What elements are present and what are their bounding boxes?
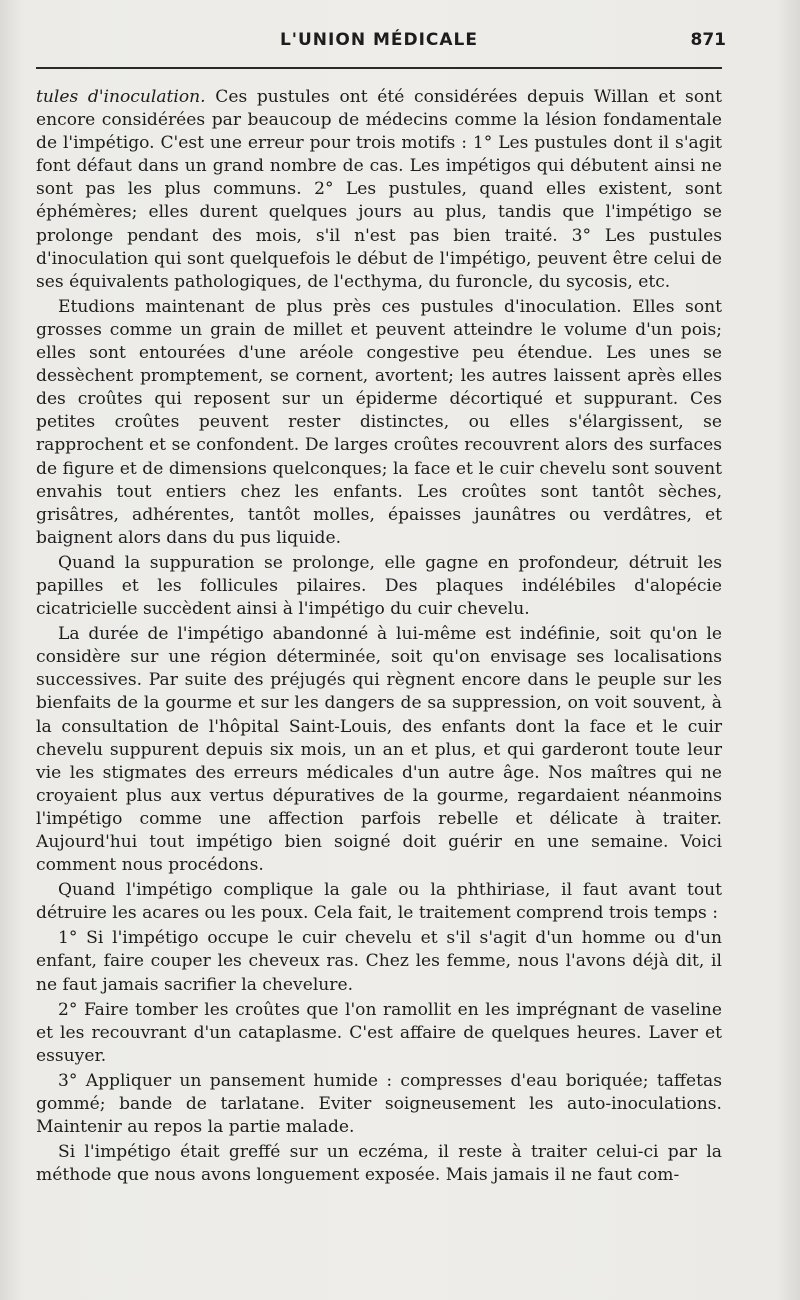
- paragraph-7: 2° Faire tomber les croûtes que l'on ramollit en les imprégnant de vaseline et les recouvrant d'un cataplasme. C'est affaire de quelques heures. Laver et essuyer.: [36, 999, 722, 1066]
- paragraph-1: [36, 86, 722, 294]
- paragraph-3: Quand la suppuration se prolonge, elle gagne en profondeur, détruit les papilles et les follicules pilaires. Des plaques indélébiles d'alopécie cicatricielle succèdent ainsi à l'impétigo du cuir chevelu.: [36, 552, 722, 620]
- paragraph-1-lead: tules d'inoculation.: [36, 87, 206, 107]
- page-header: [36, 30, 726, 60]
- paragraph-6: 1° Si l'impétigo occupe le cuir chevelu et s'il s'agit d'un homme ou d'un enfant, faire couper les cheveux ras. Chez les femme, nous l'avons déjà dit, il ne faut jamais sacrifier la chevelure.: [36, 928, 722, 995]
- paragraph-4: La durée de l'impétigo abandonné à lui-même est indéfinie, soit qu'on le considère sur une région déterminée, soit qu'on envisage ses localisations successives. Par suite des préjugés qui règnent encore dans le peuple sur les bienfaits de la gourme et sur les dangers de sa suppression, on voit souvent, à la consultation de l'hôpital Saint-Louis, des enfants dont la face et le cuir chevelu suppurent depuis six mois, un an et plus, et qui garderont toute leur vie les stigmates des erreurs médicales d'un autre âge. Nos maîtres qui ne croyaient plus aux vertus dépuratives de la gourme, regardaient néanmoins l'impétigo comme une affection parfois rebelle et délicate à traiter. Aujourd'hui tout impétigo bien soigné doit guérir en une semaine. Voici comment nous procédons.: [36, 624, 722, 876]
- paragraph-8: 3° Appliquer un pansement humide : compresses d'eau boriquée; taffetas gommé; bande de tarlatane. Eviter soigneusement les auto-inoculations. Maintenir au repos la partie malade.: [36, 1070, 722, 1138]
- header-rule: [36, 67, 722, 69]
- paragraph-2: Etudions maintenant de plus près ces pustules d'inoculation. Elles sont grosses comme un grain de millet et peuvent atteindre le volume d'un pois; elles sont entourées d'une aréole congestive peu étendue. Les unes se dessèchent promptement, se cornent, avortent; les autres laissent après elles des croûtes qui reposent sur un épiderme décortiqué et suppurant. Ces petites croûtes peuvent rester distinctes, ou elles s'élargissent, se rapprochent et se confondent. De larges croûtes recouvrent alors des surfaces de figure et de dimensions quelconques; la face et le cuir chevelu sont souvent envahis tout entiers chez les enfants. Les croûtes sont tantôt sèches, grisâtres, adhérentes, tantôt molles, épaisses jaunâtres ou verdâtres, et baignent alors dans du pus liquide.: [36, 296, 722, 548]
- page-number: 871: [690, 30, 726, 50]
- body-text: [36, 86, 722, 1187]
- paragraph-1-text: Ces pustules ont été considérées depuis Willan et sont encore considérées par beaucoup de médecins comme la lésion fondamentale de l'impétigo. C'est une erreur pour trois motifs : 1° Les pustules dont il s'agit font défaut dans un grand nombre de cas. Les impétigos qui débutent ainsi ne sont pas les plus communs. 2° Les pustules, quand elles existent, sont éphémères; elles durent quelques jours au plus, tandis que l'impétigo se prolonge pendant des mois, s'il n'est pas bien traité. 3° Les pustules d'inoculation qui sont quelquefois le début de l'impétigo, peuvent être celui de ses équivalents pathologiques, de l'ecthyma, du furoncle, du sycosis, etc.: [36, 87, 722, 292]
- paragraph-5: Quand l'impétigo complique la gale ou la phthiriase, il faut avant tout détruire les acares ou les poux. Cela fait, le traitement comprend trois temps :: [36, 880, 722, 924]
- paragraph-9: Si l'impétigo était greffé sur un eczéma, il reste à traiter celui-ci par la méthode que nous avons longuement exposée. Mais jamais il ne faut com-: [36, 1142, 722, 1186]
- running-title: L'UNION MÉDICALE: [279, 30, 479, 50]
